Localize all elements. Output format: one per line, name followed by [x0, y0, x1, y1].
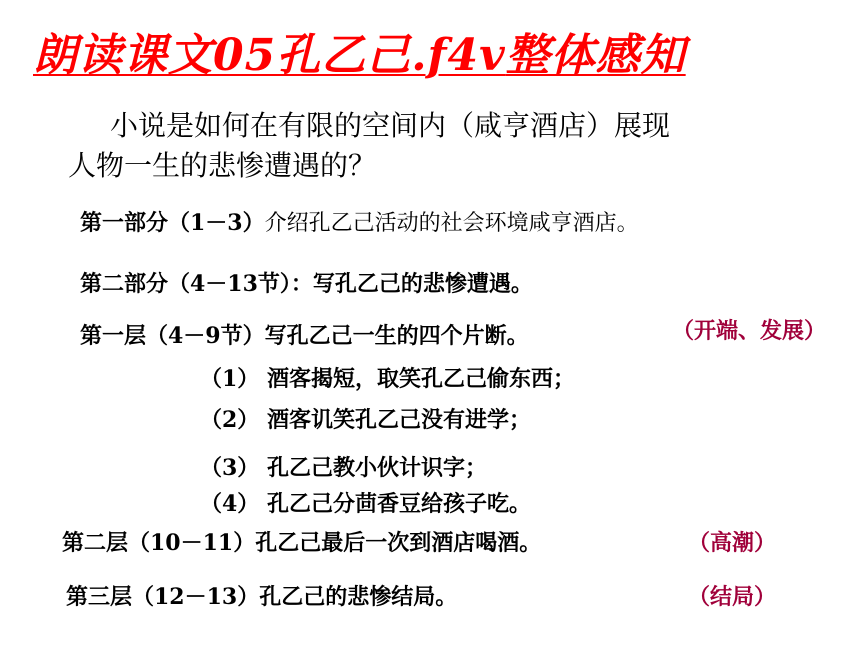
video-link[interactable]: 05孔乙己.f4v — [213, 30, 506, 81]
layer-two: 第二层（10－11）孔乙己最后一次到酒店喝酒。 — [62, 530, 542, 556]
list-item: （2） 酒客讥笑孔乙己没有进学； — [200, 407, 531, 433]
layer-three: 第三层（12－13）孔乙己的悲惨结局。 — [66, 584, 458, 610]
question-line-1: 小说是如何在有限的空间内（咸亨酒店）展现 — [110, 109, 671, 142]
layer-three-note: （结局） — [688, 584, 777, 610]
list-item: （3） 孔乙己教小伙计识字； — [200, 455, 487, 481]
layer-one-note: （开端、发展） — [672, 318, 827, 344]
list-item: （1） 酒客揭短，取笑孔乙己偷东西； — [200, 366, 575, 392]
section-part-one-label: 第一部分（1－3） — [80, 210, 265, 236]
section-part-two: 第二部分（4－13节）：写孔乙己的悲惨遭遇。 — [80, 271, 533, 297]
section-part-one — [80, 212, 639, 235]
section-part-one-text: 介绍孔乙己活动的社会环境咸亨酒店。 — [264, 211, 639, 236]
list-item: （4） 孔乙己分茴香豆给孩子吃。 — [200, 491, 531, 517]
title-part-read-aloud: 朗读课文 — [33, 30, 213, 81]
layer-one: 第一层（4－9节）写孔乙己一生的四个片断。 — [80, 323, 529, 349]
title-part-overall-perception: 整体感知 — [505, 30, 686, 81]
layer-two-note: （高潮） — [688, 530, 777, 556]
slide-title — [33, 30, 686, 81]
question-line-2: 人物一生的悲惨遭遇的？ — [68, 149, 377, 182]
